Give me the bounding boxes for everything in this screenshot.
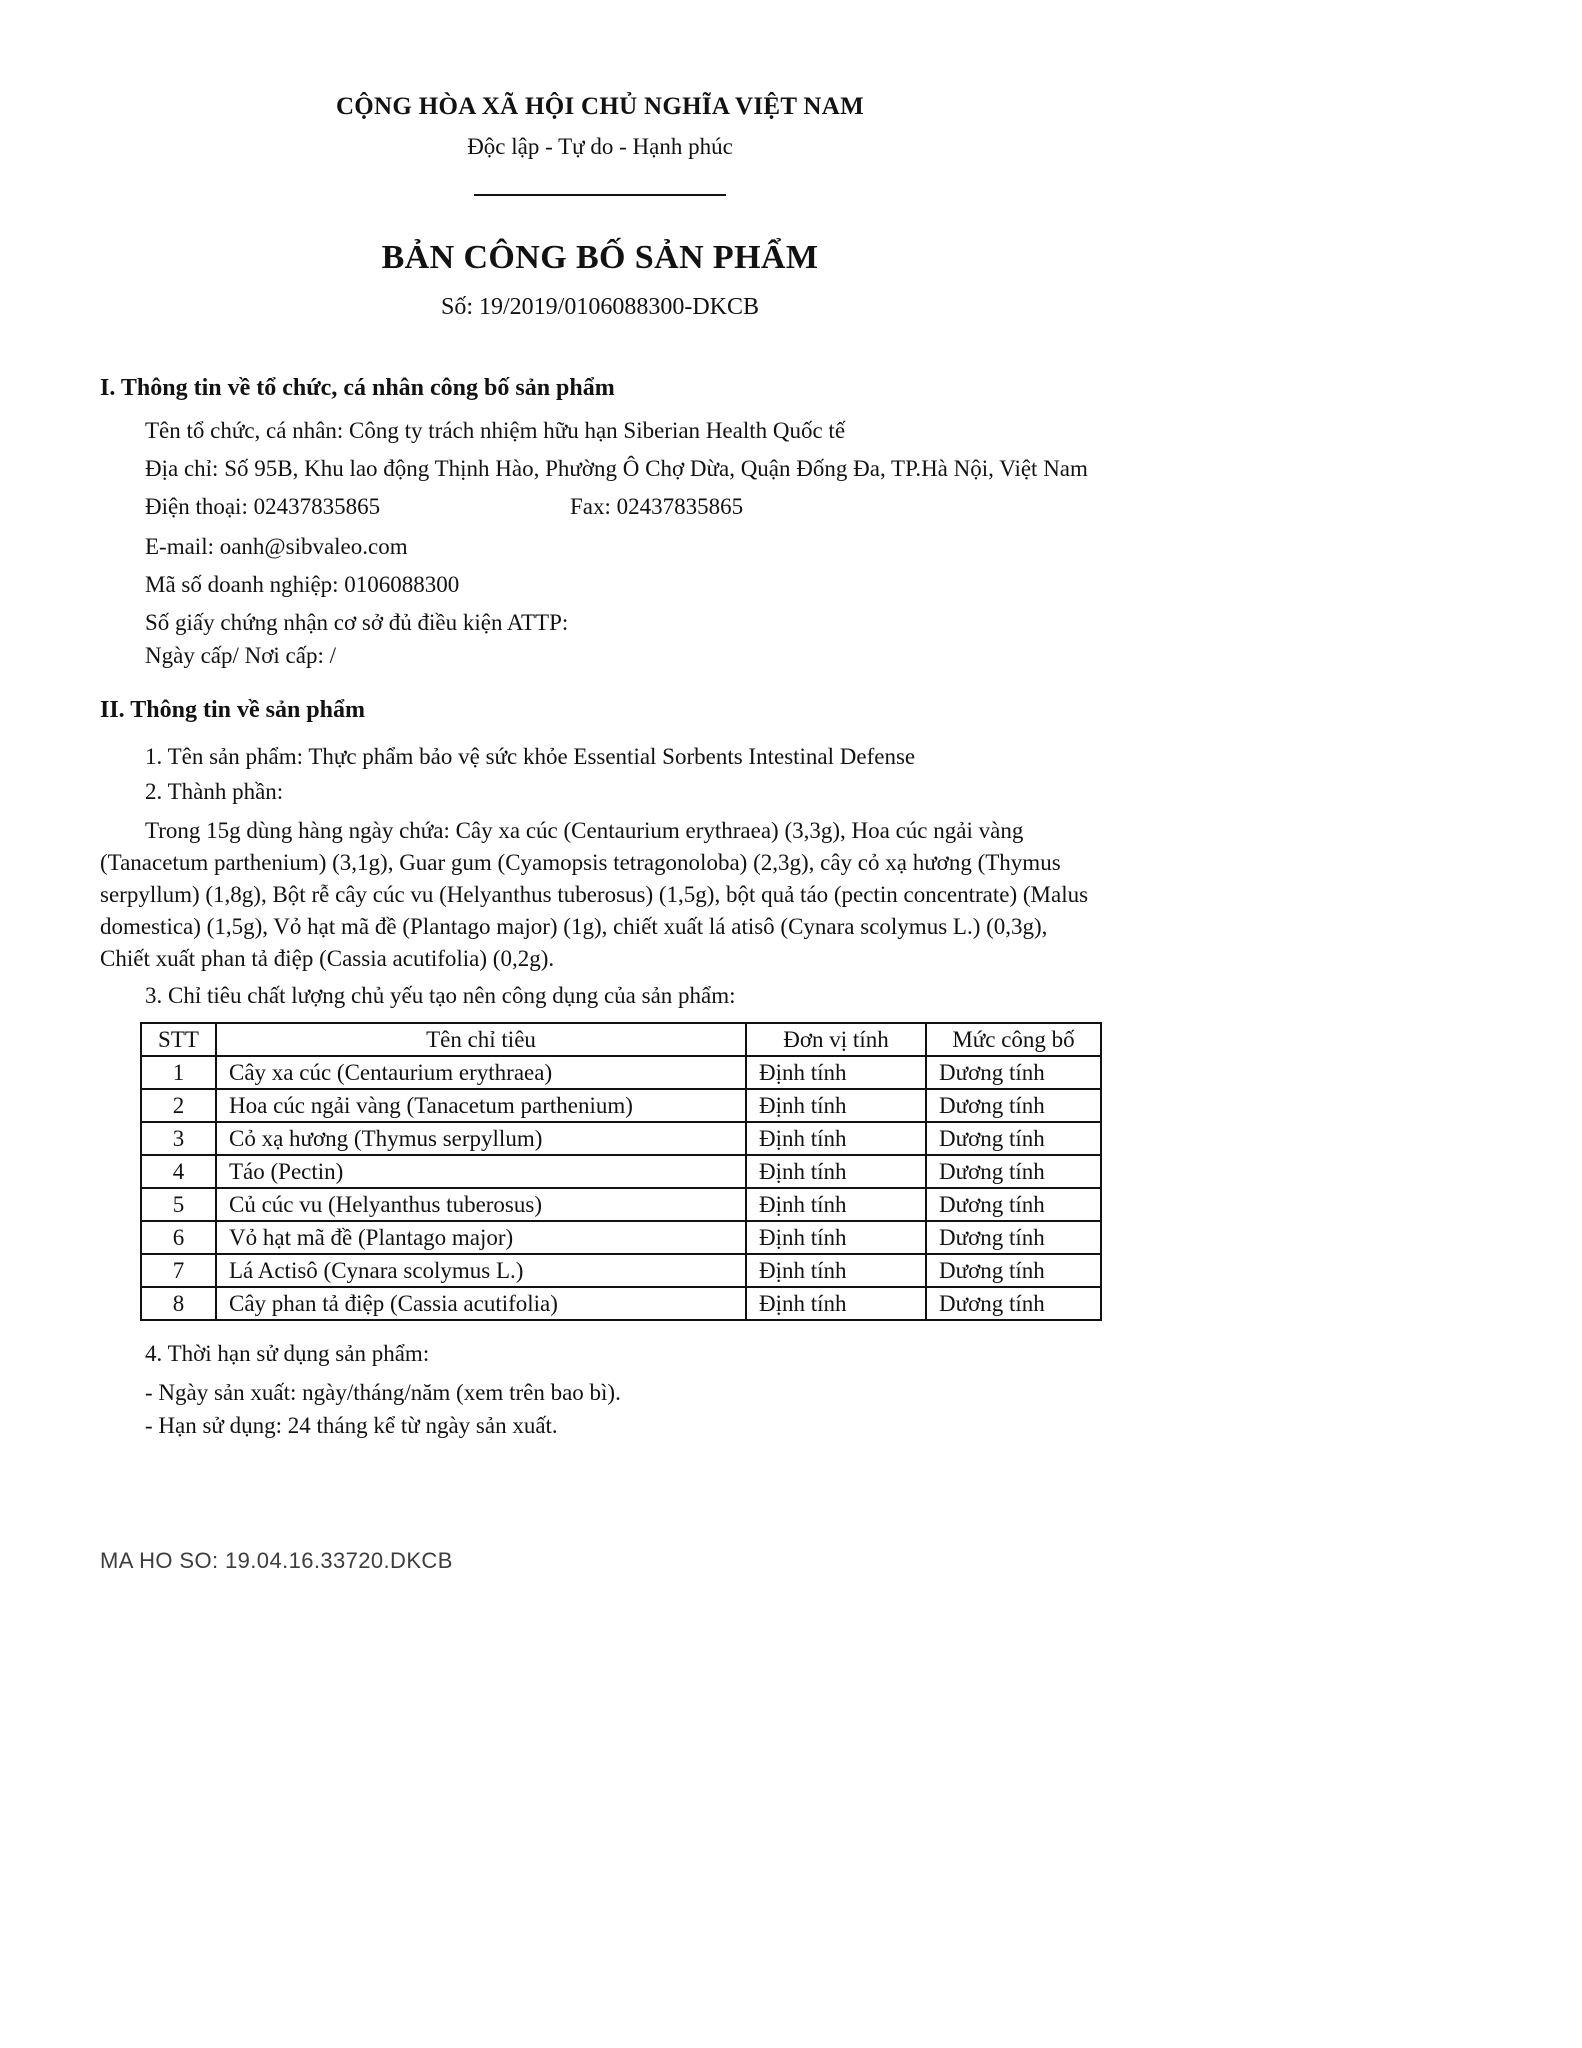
cell-declared-level: Dương tính <box>926 1155 1101 1188</box>
table-row <box>141 1188 1101 1221</box>
table-row <box>141 1089 1101 1122</box>
document-content <box>100 0 1100 1442</box>
header-unit: Đơn vị tính <box>746 1023 926 1056</box>
cell-unit: Định tính <box>746 1056 926 1089</box>
header-criteria: Tên chỉ tiêu <box>216 1023 746 1056</box>
cell-unit: Định tính <box>746 1221 926 1254</box>
cell-criteria: Lá Actisô (Cynara scolymus L.) <box>216 1254 746 1287</box>
document-title: BẢN CÔNG BỐ SẢN PHẨM <box>381 239 819 276</box>
cell-criteria: Cỏ xạ hương (Thymus serpyllum) <box>216 1122 746 1155</box>
cell-declared-level: Dương tính <box>926 1089 1101 1122</box>
shelf-life-heading: 4. Thời hạn sử dụng sản phẩm: <box>145 1341 430 1366</box>
cell-criteria: Cây xa cúc (Centaurium erythraea) <box>216 1056 746 1089</box>
cell-stt: 3 <box>141 1122 216 1155</box>
header-divider <box>474 194 726 196</box>
cell-stt: 4 <box>141 1155 216 1188</box>
cell-unit: Định tính <box>746 1089 926 1122</box>
cell-declared-level: Dương tính <box>926 1122 1101 1155</box>
phone-text: Điện thoại: 02437835865 <box>145 494 381 519</box>
ingredients-paragraph: Trong 15g dùng hàng ngày chứa: Cây xa cúc (Centaurium erythraea) (3,3g), Hoa cúc ngải vàng (Tanacetum parthenium) (3,1g), Guar gum (Cyamopsis tetragonoloba) (2,3g), cây cỏ xạ hương (Thymus serpyllum) (1,8g), Bột rễ cây cúc vu (Helyanthus tuberosus) (1,5g), bột quả táo (pectin concentrate) (Malus domestica) (1,5g), Vỏ hạt mã đề (Plantago major) (1g), chiết xuất lá atisô (Cynara scolymus L.) (0,3g), Chiết xuất phan tả điệp (Cassia acutifolia) (0,2g). <box>100 818 1089 971</box>
document-number: Số: 19/2019/0106088300-DKCB <box>440 294 760 320</box>
production-date-line: - Ngày sản xuất: ngày/tháng/năm (xem trên bao bì). <box>145 1380 621 1405</box>
cell-stt: 6 <box>141 1221 216 1254</box>
cell-criteria: Vỏ hạt mã đề (Plantago major) <box>216 1221 746 1254</box>
cell-unit: Định tính <box>746 1254 926 1287</box>
file-code-footer: MA HO SO: 19.04.16.33720.DKCB <box>100 1548 453 1573</box>
ingredients-heading: 2. Thành phần: <box>145 779 284 804</box>
fax-text: Fax: 02437835865 <box>570 494 744 519</box>
product-name-line: 1. Tên sản phẩm: Thực phẩm bảo vệ sức khỏe Essential Sorbents Intestinal Defense <box>145 744 916 769</box>
table-row <box>141 1221 1101 1254</box>
email-line: E-mail: oanh@sibvaleo.com <box>145 534 408 559</box>
table-row <box>141 1122 1101 1155</box>
address-line: Địa chỉ: Số 95B, Khu lao động Thịnh Hào, Phường Ô Chợ Dừa, Quận Đống Đa, TP.Hà Nội, Việt Nam <box>145 456 1088 481</box>
table-row <box>141 1287 1101 1320</box>
cell-unit: Định tính <box>746 1188 926 1221</box>
cell-criteria: Hoa cúc ngải vàng (Tanacetum parthenium) <box>216 1089 746 1122</box>
org-name-line: Tên tổ chức, cá nhân: Công ty trách nhiệm hữu hạn Siberian Health Quốc tế <box>145 418 846 443</box>
cell-criteria: Củ cúc vu (Helyanthus tuberosus) <box>216 1188 746 1221</box>
cell-declared-level: Dương tính <box>926 1188 1101 1221</box>
cell-criteria: Cây phan tả điệp (Cassia acutifolia) <box>216 1287 746 1320</box>
business-code-line: Mã số doanh nghiệp: 0106088300 <box>145 572 460 597</box>
cell-declared-level: Dương tính <box>926 1287 1101 1320</box>
section-1-heading: I. Thông tin về tổ chức, cá nhân công bố sản phẩm <box>100 375 615 401</box>
cell-stt: 7 <box>141 1254 216 1287</box>
certificate-line: Số giấy chứng nhận cơ sở đủ điều kiện ATTP: <box>145 610 569 635</box>
cell-declared-level: Dương tính <box>926 1056 1101 1089</box>
issue-date-line: Ngày cấp/ Nơi cấp: / <box>145 643 336 668</box>
country-title: CỘNG HÒA XÃ HỘI CHỦ NGHĨA VIỆT NAM <box>335 93 865 120</box>
cell-criteria: Táo (Pectin) <box>216 1155 746 1188</box>
expiry-line: - Hạn sử dụng: 24 tháng kể từ ngày sản xuất. <box>145 1413 558 1438</box>
cell-declared-level: Dương tính <box>926 1254 1101 1287</box>
section-2-heading: II. Thông tin về sản phẩm <box>100 697 365 723</box>
national-motto: Độc lập - Tự do - Hạnh phúc <box>467 134 733 159</box>
table-row <box>141 1155 1101 1188</box>
cell-unit: Định tính <box>746 1155 926 1188</box>
header-stt: STT <box>141 1023 216 1056</box>
header-declared-level: Mức công bố <box>926 1023 1101 1056</box>
cell-unit: Định tính <box>746 1122 926 1155</box>
cell-declared-level: Dương tính <box>926 1221 1101 1254</box>
cell-stt: 8 <box>141 1287 216 1320</box>
phone-fax-line <box>100 490 1100 523</box>
cell-unit: Định tính <box>746 1287 926 1320</box>
national-header <box>100 92 1100 196</box>
table-header-row <box>141 1023 1101 1056</box>
cell-stt: 5 <box>141 1188 216 1221</box>
table-row <box>141 1254 1101 1287</box>
cell-stt: 1 <box>141 1056 216 1089</box>
quality-heading: 3. Chỉ tiêu chất lượng chủ yếu tạo nên công dụng của sản phẩm: <box>145 983 736 1008</box>
table-row <box>141 1056 1101 1089</box>
quality-table <box>140 1022 1102 1321</box>
cell-stt: 2 <box>141 1089 216 1122</box>
